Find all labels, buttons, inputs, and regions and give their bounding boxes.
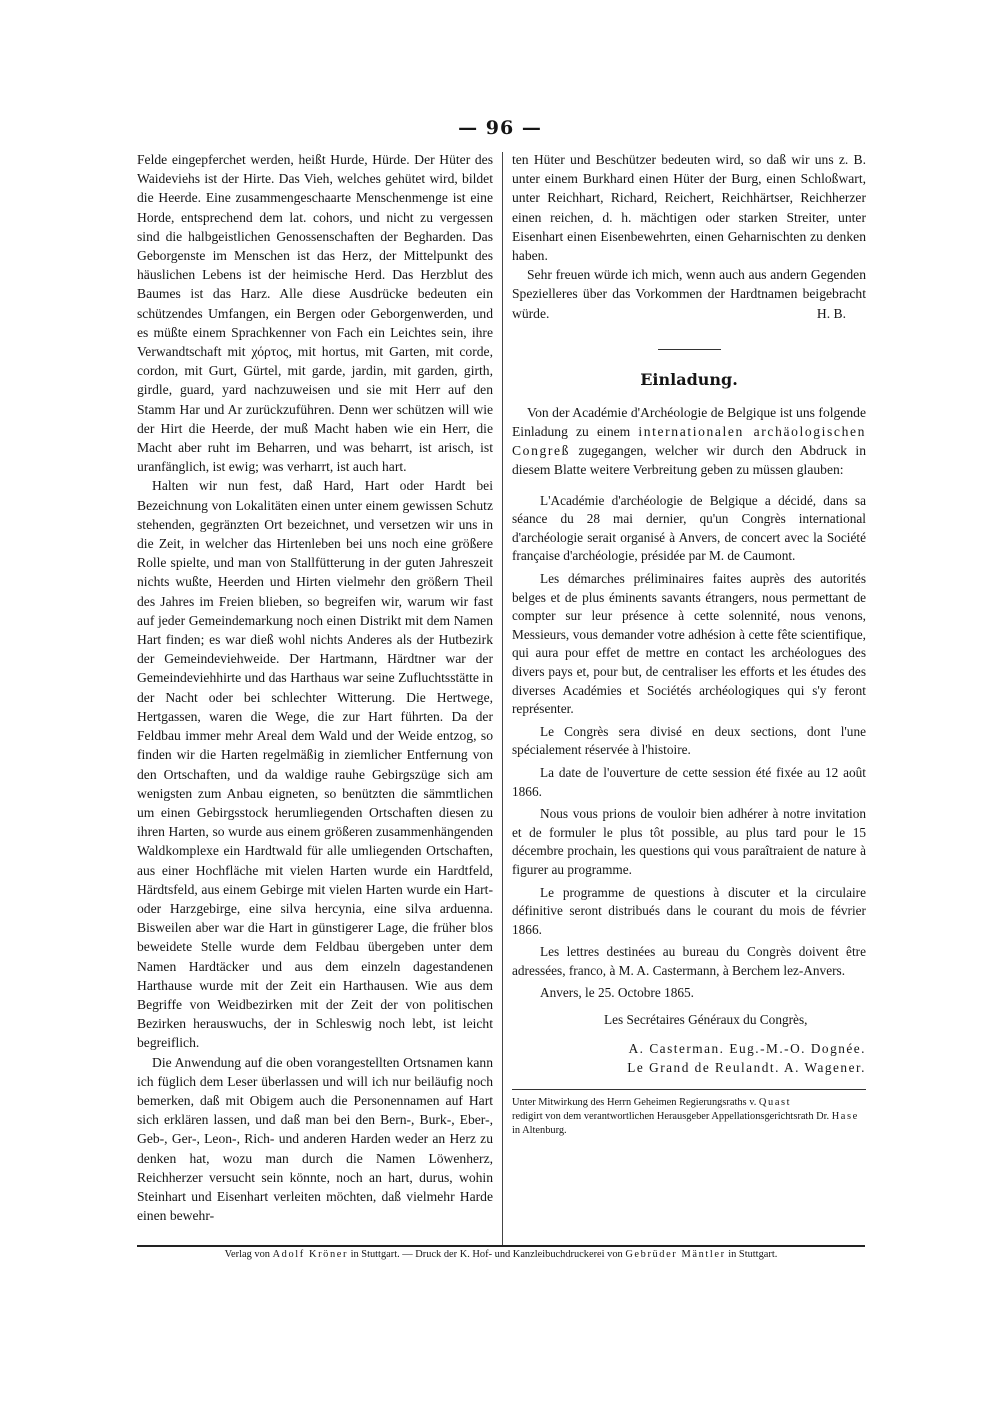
paragraph-personal-names: Die Anwendung auf die oben vorangestellten Ortsnamen kann ich füglich dem Leser überlassen und will ich nur beiläufig noch bemerken, daß mit Obigem auch die Personennamen auf Hart sich erklären lassen, und daß man bei den Bern-, Burk-, Eber-, Geb-, Ger-, Leon-, Rich- und anderen Harden weder an Herz zu denken hat, wozu man durch die Namen Löwenherz, Reichherzer versucht sein könnte, noch an hart, durus, wohin Steinhart und Eisenhart verleiten möchten, daß vielmehr Harde einen bewehr- [137,1054,493,1224]
footnote-2-after: in Altenburg. [512,1124,567,1136]
left-column [137,150,493,1225]
footnote-divider [512,1089,866,1090]
author-signature: H. B. [816,305,846,321]
french-invitation [512,492,866,1077]
closing-text: Sehr freuen würde ich mich, wenn auch aus andern Gegenden Spezielleres über das Vorkommen der Hardtnamen beigebracht würde. [512,267,866,321]
imprint-middle: in Stuttgart. — Druck der K. Hof- und Kanzleibuchdruckerei von [348,1249,626,1260]
french-paragraph: Le Congrès sera divisé en deux sections, dont l'une spécialement réservée à l'histoire. [512,723,866,758]
footnote-line-1 [512,1096,866,1110]
paragraph-hard-definition: Halten wir nun fest, daß Hard, Hart oder Hardt bei Bezeichnung von Lokalitäten einen unter einem gewissen Schutz stehenden, gegränzten Ort bezeichnet, und versetzen wir uns in die Zeit, in welcher das Hirtenleben bei uns noch eine größere Rolle spielte, und man von Stallfütterung in der guten Jahreszeit nichts wußte, Heerden und Hirten vielmehr den größern Theil des Jahres im Freien blieben, so begreifen wir, warum wir fast auf jeder Gemeindemarkung noch einen Distrikt mit dem Namen Hart finden; es war dieß wohl nichts Anderes als der Hutbezirk der Gemeindeviehweide. Der Hartmann, Härdtner war der Gemeindeviehhirte und das Harthaus war seine Zufluchtsstätte in der Nacht oder bei schlechter Witterung. Die Hertwege, Hertgassen, waren die Wege, die zur Hart führten. Da der Feldbau immer mehr Areal dem Wald und der Weide entzog, so finden wir die Harten regelmäßig in ziemlicher Entfernung von den Ortschaften, und da waldige rauhe Gebirgszüge sich am wenigsten zum Anbau eigneten, so benützten die sämmtlichen um einen Gebirgsstock herumliegenden Ortschaften diesen zu ihren Harten, so wurde aus einem größeren zusammenhängenden Waldkomplexe ein Hardtwald für alle umliegenden Ortschaften, aus einer Hochfläche mit vielen Harten wurde ein Hardtfeld, Härdtsfeld, aus einem Gebirge mit vielen Harten wurde ein Hart- oder Harzgebirge, eine silva hercynia, eine silva arduenna. Bisweilen aber war die Hart in günstigerer Lage, die früher blos beweidete Stelle wurde dem Feldbau übergeben unter dem Namen Hardtäcker und aus dem einzeln dagestandenen Harthause wurde mit der Zeit ein Harthausen. Wie aus dem Begriffe von Weidbezirken mit der Zeit der von politischen Bezirken herauswuchs, der in Schleswig noch lebt, ist leicht begreiflich. [137,478,493,1051]
publisher-imprint [137,1249,865,1260]
paragraph-intro [512,403,866,480]
place-date: Anvers, le 25. Octobre 1865. [540,985,694,1001]
section-divider [658,349,721,350]
french-paragraph: La date de l'ouverture de cette session été fixée au 12 août 1866. [512,764,866,799]
secretaries-names-line-1: A. Casterman. Eug.-M.-O. Dognée. [628,1040,866,1056]
heading-einladung: Einladung. [640,369,738,389]
paragraph-hurde-herde: Felde eingepferchet werden, heißt Hurde, Hürde. Der Hüter des Waideviehs ist der Hirte. Das Vieh, welches gehütet wird, bildet die Heerde. Eine zusammengeschaarte Menschenmenge ist eine Horde, entsprechend dem lat. cohors, und nicht zu vergessen sind die halbgeistlichen Genossenschaften der Begharden. Das Geborgenste im Menschen ist das Herz, der Mittelpunkt des häuslichen Lebens ist der heimische Herd. Das Herzblut des Baumes ist das Harz. Alle diese Ausdrücke bedeuten ein schützendes Umfangen, ein Bergen oder Geborgenwerden, und es müßte einem Sprachkenner von Fach ein Leichtes sein, ihre Verwandtschaft mit χόρτος, mit hortus, mit Garten, mit corde, cordon, mit Gurt, Gürtel, mit garde, jardin, mit garden, girth, girdle, guard, yard nachzuweisen und sie mit Herr auf den Stamm Har und Ar zurückzuführen. Denn wer schützen will wie der Hirt die Heerde, der muß Macht haben wie ein Herr, die Macht aber ruht im Beharren, und was beharrt, ist arisch, ist uranfänglich, ist ewig; was verharrt, ist auch hart. [137,152,493,475]
french-paragraph: Les démarches préliminaires faites auprès des autorités belges et de plus éminents savants étrangers, nous permettant de compter sur leur présence à cette solennité, nous venons, Messieurs, vous demander votre adhésion à cette fête scientifique, qui aura pour effet de mettre en contact les archéologues des divers pays et, pour but, de centraliser les efforts et les études des diverses Académies et Sociétés archéologiques qui s'y feront représenter. [512,571,866,717]
column-divider [502,152,503,1245]
paragraph-continuation: ten Hüter und Beschützer bedeuten wird, so daß wir uns z. B. unter einem Burkhard einen Hüter der Burg, einen Schloßwart, unter Reichhart, Richard, Reichert, Reichhärtser, Reichherzer einen reichen, d. h. mächtigen oder starken Streiter, unter Eisenhart einen Eisenbewehrten, einen Geharnischten zu denken haben. [512,152,866,264]
imprint-after: in Stuttgart. [725,1249,778,1260]
imprint-before: Verlag von [224,1249,273,1260]
intro-after: zugegangen, welcher wir durch den Abdruck in diesem Blatte weitere Verbreitung geben zu müssen glauben: [512,443,866,478]
footnote-line-2 [512,1110,866,1138]
invitation-intro [512,403,866,480]
footnote-1-text: Unter Mitwirkung des Herrn Geheimen Regierungsraths v. [512,1096,759,1108]
imprint-publisher: Adolf Kröner [272,1249,349,1260]
secretaries-title: Les Secrétaires Généraux du Congrès, [604,1012,808,1028]
bottom-rule [137,1245,865,1247]
footnote-1-name: Quast [758,1096,792,1108]
french-paragraph: L'Académie d'archéologie de Belgique a décidé, dans sa séance du 28 mai dernier, qu'un Congrès international d'archéologie serait organisé à Anvers, de concert avec la Société française d'archéologie, présidée par M. de Caumont. [512,492,866,564]
french-paragraph: Nous vous prions de vouloir bien adhérer à notre invitation et de formuler le plus tôt possible, au plus tard pour le 15 décembre prochain, les questions qui vous paraîtraient de nature à figurer au programme. [512,806,866,877]
french-paragraph: Le programme de questions à discuter et la circulaire définitive seront distribués dans le courant du mois de février 1866. [512,884,866,937]
editorial-footnote [512,1096,866,1138]
paragraph-closing [512,265,866,323]
french-paragraph: Les lettres destinées au bureau du Congrès doivent être adressées, franco, à M. A. Castermann, à Berchem lez-Anvers. [512,944,866,978]
article-continuation [512,150,866,323]
intro-congress-name: internationalen archäologischen Congreß [512,424,866,459]
footnote-2-name: Hase [831,1110,859,1122]
secretaries-names-line-2: Le Grand de Reulandt. A. Wagener. [627,1059,866,1075]
intro-before: Von der Académie d'Archéologie de Belgique ist uns folgende Einladung zu einem [512,404,866,440]
footnote-2-text: redigirt von dem verantwortlichen Herausgeber Appellationsgerichtsrath Dr. [512,1110,832,1122]
right-column [512,150,866,1138]
page-number: — 96 — [458,117,542,139]
imprint-printer: Gebrüder Mäntler [625,1249,726,1260]
